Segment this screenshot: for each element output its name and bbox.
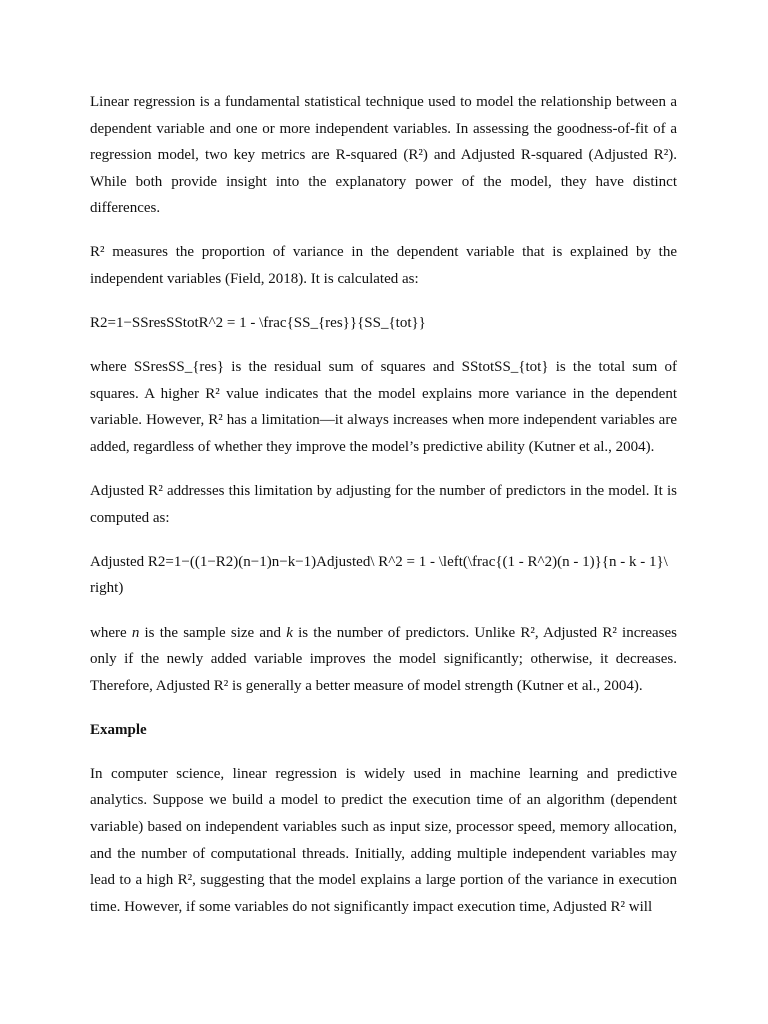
example-paragraph: In computer science, linear regression is widely used in machine learning and predictive analytics. Suppose we build a model to predict the execution time of an algorithm (dependent variable) based on independent variables such as input size, processor speed, memory allocation, and the number of computational threads. Initially, adding multiple independent variables may lead to a high R², suggesting that the model explains a large portion of the variance in execution time. However, if some variables do not significantly impact execution time, Adjusted R² will: [90, 765, 677, 915]
text-segment: where: [90, 624, 132, 641]
adjusted-r-squared-formula: Adjusted R2=1−((1−R2)(n−1)n−k−1)Adjusted\ R^2 = 1 - \left(\frac{(1 - R^2)(n - 1)}{n - k - 1}\ right): [90, 553, 668, 597]
r-squared-formula: R2=1−SSresSStotR^2 = 1 - \frac{SS_{res}}{SS_{tot}}: [90, 315, 426, 332]
variable-k: k: [286, 624, 293, 641]
text-segment: is the number of predictors. Unlike R², Adjusted R² increases only if the newly added variable improves the model significantly; otherwise, it decreases. Therefore, Adjusted R² is generally a better measure of model strength (Kutner et al., 2004).: [90, 624, 677, 694]
document-page: [90, 89, 677, 938]
intro-paragraph: Linear regression is a fundamental statistical technique used to model the relationship between a dependent variable and one or more independent variables. In assessing the goodness-of-fit of a regression model, two key metrics are R-squared (R²) and Adjusted R-squared (Adjusted R²). While both provide insight into the explanatory power of the model, they have distinct differences.: [90, 94, 677, 217]
example-heading: Example: [90, 721, 147, 738]
adjusted-r-squared-explanation-paragraph: [90, 620, 677, 700]
r-squared-explanation-paragraph: where SSresSS_{res} is the residual sum of squares and SStotSS_{tot} is the total sum of squares. A higher R² value indicates that the model explains more variance in the dependent variable. However, R² has a limitation—it always increases when more independent variables are added, regardless of whether they improve the model’s predictive ability (Kutner et al., 2004).: [90, 359, 677, 456]
variable-n: n: [131, 624, 140, 641]
r-squared-definition-paragraph: R² measures the proportion of variance in the dependent variable that is explained by the independent variables (Field, 2018). It is calculated as:: [90, 244, 677, 288]
adjusted-r-squared-intro-paragraph: Adjusted R² addresses this limitation by adjusting for the number of predictors in the model. It is computed as:: [90, 483, 677, 526]
text-segment: is the sample size and: [139, 624, 287, 641]
